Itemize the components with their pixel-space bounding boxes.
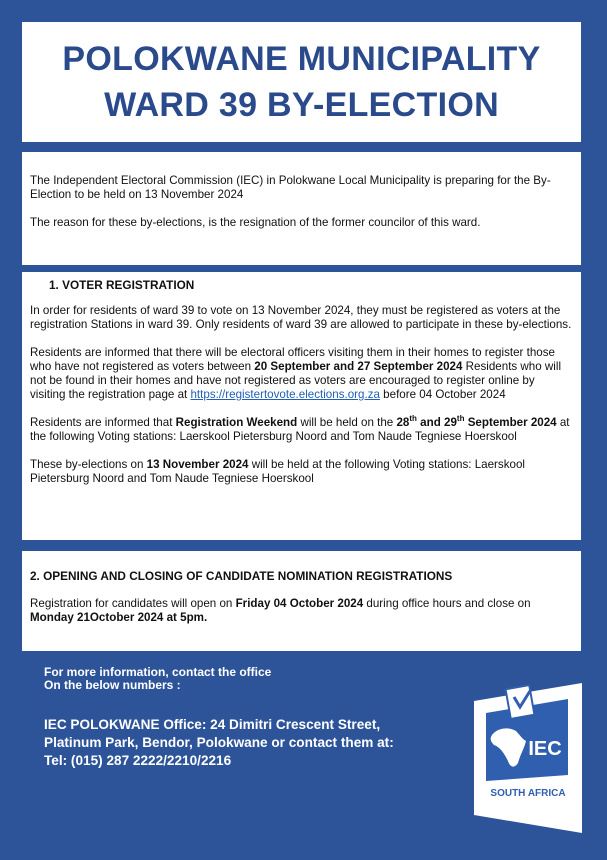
registration-paragraph-2 (30, 346, 573, 402)
contact-line-2: On the below numbers : (44, 678, 181, 692)
text-span: Residents who will not be found in their homes and have not registered as voters are encouraged to register online by visiting the registration page at (30, 360, 562, 401)
iec-mark: IEC (528, 738, 562, 760)
nomination-panel (22, 551, 581, 651)
bold-election-date: 13 November 2024 (146, 458, 249, 471)
title-panel (22, 22, 581, 142)
bold-weekend-dates (396, 416, 556, 429)
bold-open-date: Friday 04 October 2024 (235, 597, 364, 610)
text-span: Residents are informed that there will be electoral officers visiting them in their homes to register those who have not registered as voters between (30, 346, 555, 373)
superscript: th (456, 414, 465, 424)
iec-ballot-box-icon (474, 683, 582, 833)
text-span: at the following Voting stations: Laerskool Pietersburg Noord and Tom Naude Tegniese Hoerskool (30, 416, 570, 443)
intro-paragraph-2: The reason for these by-elections, is the resignation of the former councilor of this ward. (30, 216, 481, 229)
text-span: September 2024 (464, 416, 557, 429)
text-span: 28 (396, 416, 410, 429)
text-span: before 04 October 2024 (379, 388, 506, 401)
intro-panel (22, 152, 581, 265)
office-line-1: IEC POLOKWANE Office: 24 Dimitri Crescent Street, (44, 717, 381, 732)
nomination-paragraph (30, 597, 573, 625)
text-span: will be held on the (297, 416, 397, 429)
intro-paragraph-1: The Independent Electoral Commission (IEC) in Polokwane Local Municipality is preparing for the By-Election to be held on 13 November 2024 (30, 174, 551, 201)
registration-paragraph-3 (30, 416, 573, 444)
registration-link[interactable]: https://registertovote.elections.org.za (190, 388, 380, 401)
contact-line-1: For more information, contact the office (44, 665, 272, 679)
voter-registration-heading: 1. VOTER REGISTRATION (49, 278, 195, 292)
bold-registration-weekend: Registration Weekend (175, 416, 298, 429)
bold-dates: 20 September and 27 September 2024 (254, 360, 463, 373)
registration-paragraph-4 (30, 458, 573, 486)
text-span: and 29 (416, 416, 457, 429)
voter-registration-panel (22, 272, 581, 540)
nomination-heading: 2. OPENING AND CLOSING OF CANDIDATE NOMINATION REGISTRATIONS (30, 569, 453, 583)
title-line-1: POLOKWANE MUNICIPALITY (62, 40, 541, 78)
text-span: during office hours and close on (363, 597, 531, 610)
text-span: will be held at the following Voting stations: Laerskool Pietersburg Noord and Tom Naude Tegniese Hoerskool (30, 458, 525, 485)
bold-close-date: Monday 21October 2024 at 5pm. (30, 611, 208, 624)
title-line-2: WARD 39 BY-ELECTION (104, 86, 499, 124)
text-span: These by-elections on (30, 458, 147, 471)
logo-country: SOUTH AFRICA (490, 788, 566, 799)
iec-logo (474, 683, 582, 833)
registration-paragraph-1: In order for residents of ward 39 to vote on 13 November 2024, they must be registered as voters at the registration Stations in ward 39. Only residents of ward 39 are allowed to participate in these by-elections. (30, 304, 572, 331)
office-address (44, 716, 444, 770)
office-telephone: Tel: (015) 287 2222/2210/2216 (44, 753, 232, 768)
office-line-2: Platinum Park, Bendor, Polokwane or contact them at: (44, 735, 394, 750)
superscript: th (409, 414, 417, 424)
text-span: Residents are informed that (30, 416, 176, 429)
text-span: Registration for candidates will open on (30, 597, 236, 610)
contact-footer (44, 666, 444, 770)
